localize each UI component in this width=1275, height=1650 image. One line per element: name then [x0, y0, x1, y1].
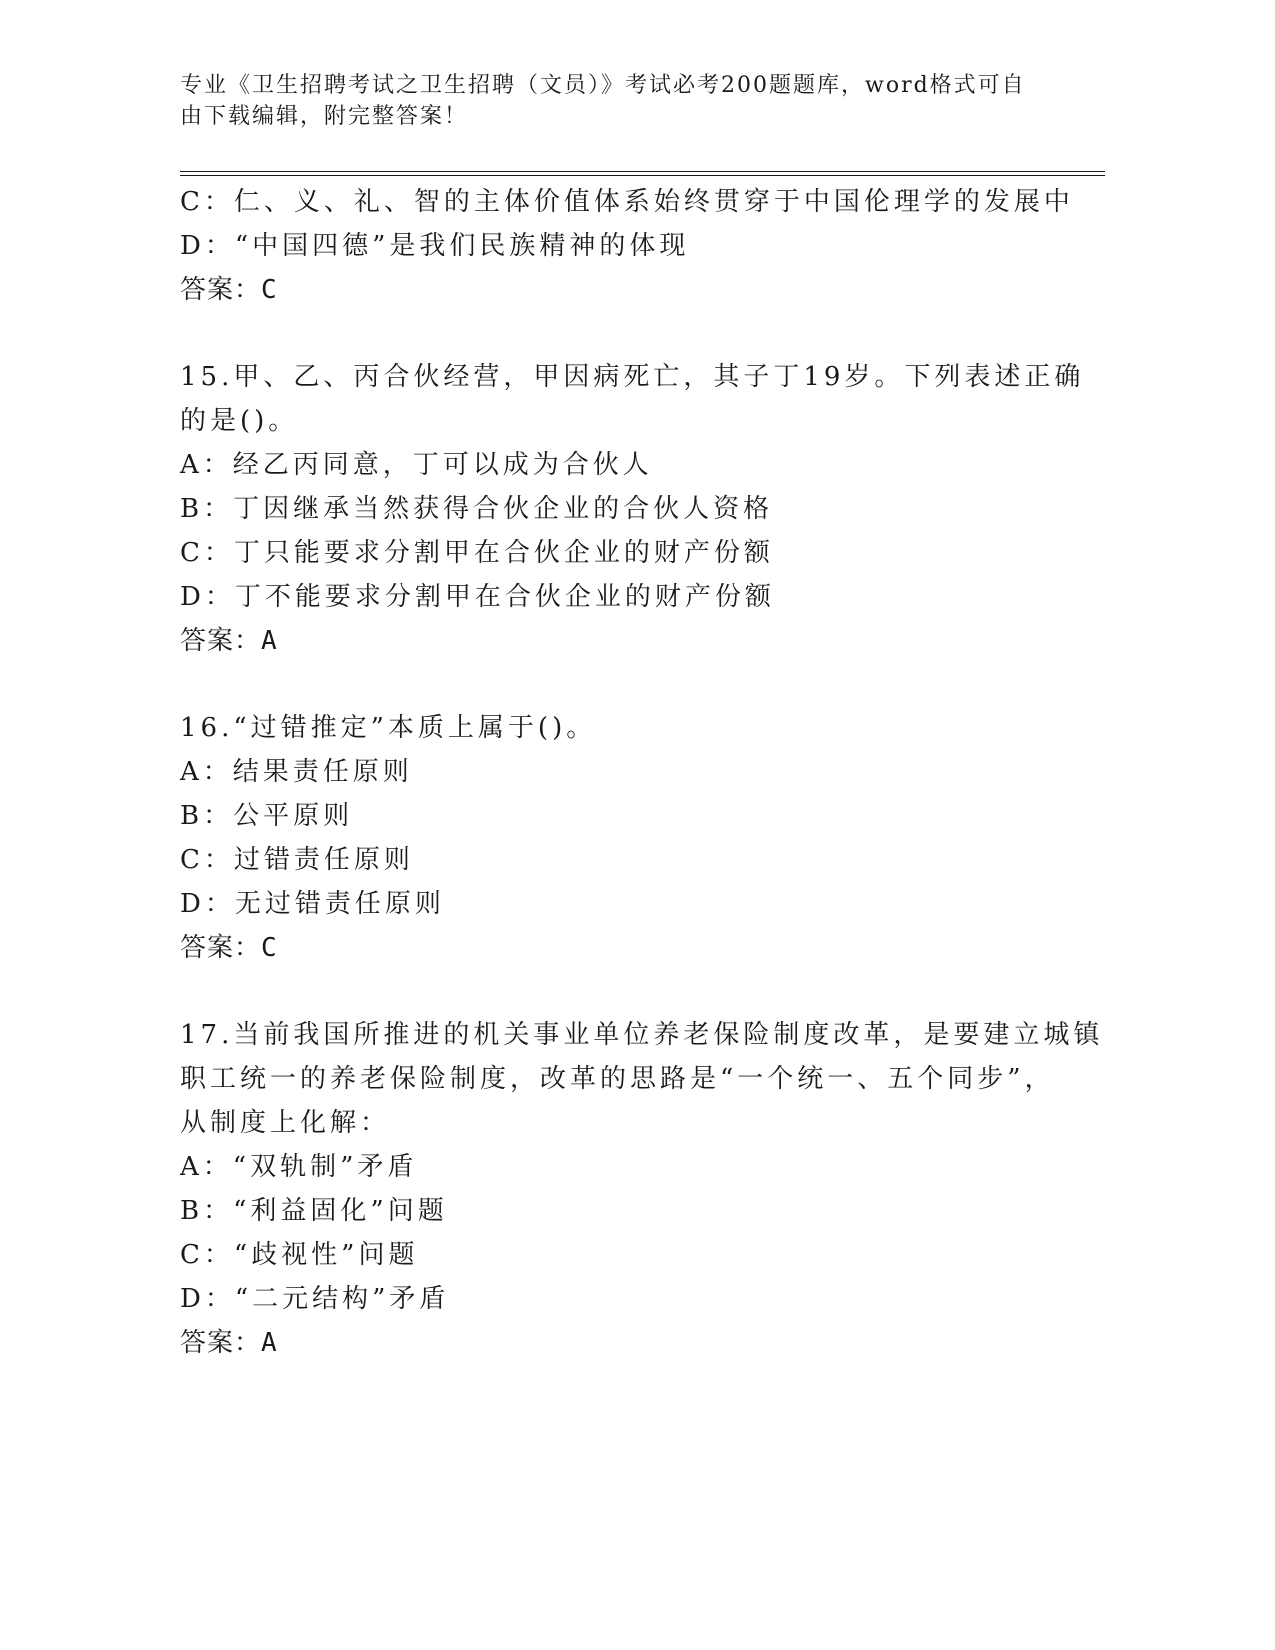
option-b: B：“利益固化”问题 — [180, 1196, 448, 1226]
option-c: C：仁、义、礼、智的主体价值体系始终贯穿于中国伦理学的发展中 — [180, 187, 1074, 217]
option-d: D：无过错责任原则 — [180, 889, 445, 919]
option-c: C：过错责任原则 — [180, 845, 414, 875]
option-a: A：“双轨制”矛盾 — [180, 1152, 418, 1182]
question-stem: 15.甲、乙、丙合伙经营，甲因病死亡，其子丁19岁。下列表述正确 — [180, 362, 1085, 392]
answer-line: 答案：A — [180, 1328, 278, 1358]
question-list — [180, 180, 1104, 1365]
option-d: D：“二元结构”矛盾 — [180, 1284, 450, 1314]
question-block-16 — [180, 706, 1060, 970]
question-stem-cont: 职工统一的养老保险制度，改革的思路是“一个统一、五个同步”， — [180, 1064, 1055, 1094]
question-block-17 — [180, 1013, 1104, 1365]
question-block-15 — [180, 355, 1085, 663]
question-block-14 — [180, 180, 1074, 312]
option-d: D：“中国四德”是我们民族精神的体现 — [180, 231, 690, 261]
option-a: A：结果责任原则 — [180, 757, 413, 787]
answer-line: 答案：C — [180, 933, 278, 963]
question-stem-cont: 的是()。 — [180, 406, 299, 436]
document-header: 专业《卫生招聘考试之卫生招聘（文员）》考试必考200题题库，word格式可自由下载编辑，附完整答案！ — [180, 73, 1026, 129]
option-a: A：经乙丙同意，丁可以成为合伙人 — [180, 450, 653, 480]
question-stem: 16.“过错推定”本质上属于()。 — [180, 713, 597, 743]
option-b: B：丁因继承当然获得合伙企业的合伙人资格 — [180, 494, 774, 524]
question-stem-cont: 从制度上化解： — [180, 1108, 391, 1138]
option-c: C：丁只能要求分割甲在合伙企业的财产份额 — [180, 538, 774, 568]
option-b: B：公平原则 — [180, 801, 354, 831]
option-c: C：“歧视性”问题 — [180, 1240, 419, 1270]
header-divider-top — [180, 171, 1105, 172]
header-divider-bottom — [180, 175, 1105, 176]
question-stem: 17.当前我国所推进的机关事业单位养老保险制度改革，是要建立城镇 — [180, 1020, 1104, 1050]
answer-line: 答案：C — [180, 275, 278, 305]
answer-line: 答案：A — [180, 626, 278, 656]
option-d: D：丁不能要求分割甲在合伙企业的财产份额 — [180, 582, 775, 612]
